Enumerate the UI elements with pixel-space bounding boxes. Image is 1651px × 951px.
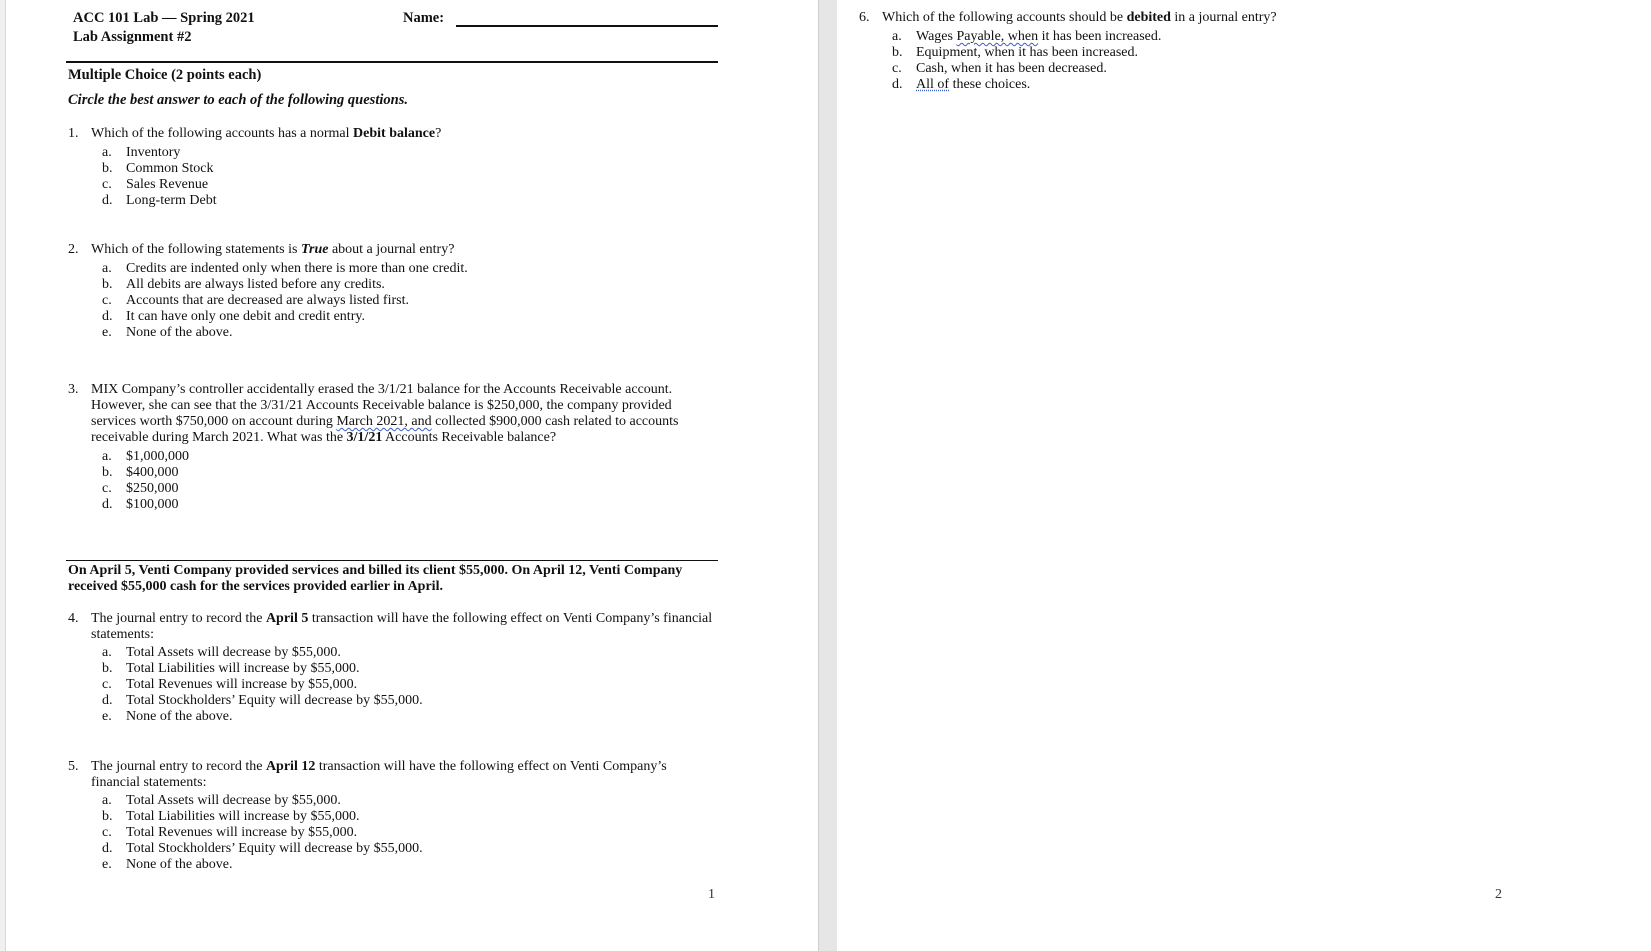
question-emphasis: True [300,242,329,257]
option-text: Wages [916,29,957,44]
option-text: None of the above. [126,857,233,872]
option-letter: d. [892,77,903,92]
q5-option-e[interactable] [102,857,233,874]
q6-option-d[interactable] [892,77,1030,94]
question-emphasis: April 5 [265,611,309,626]
option-letter: d. [102,841,113,856]
option-text: Accounts that are decreased are always listed first. [126,293,409,308]
q3-option-a[interactable] [102,449,189,466]
option-text: $250,000 [126,481,179,496]
option-text: Long-term Debt [126,193,217,208]
option-text: it has been increased. [1038,29,1162,44]
grammar-flag[interactable]: March 2021, and [336,414,432,429]
option-letter: c. [102,677,112,692]
question-number: 6. [859,10,870,25]
option-letter: e. [102,857,112,872]
name-label: Name: [403,10,445,26]
option-letter: c. [102,825,112,840]
option-text: Cash, when it has been decreased. [916,61,1107,76]
question-text: Which of the following accounts has a normal [91,126,354,141]
question-text: about a journal entry? [328,242,455,257]
option-text: Credits are indented only when there is more than one credit. [126,261,468,276]
grammar-flag[interactable]: All of [916,77,950,92]
scenario-divider [66,560,718,561]
option-text: Total Revenues will increase by $55,000. [126,825,358,840]
question-text: receivable during March 2021. What was the [91,430,347,445]
q5-option-c[interactable] [102,825,357,842]
option-text: Total Stockholders’ Equity will decrease by $55,000. [126,693,423,708]
option-letter: c. [102,177,112,192]
q2-option-d[interactable] [102,309,365,326]
question-text: Which of the following statements is [91,242,301,257]
q6-option-c[interactable] [892,61,1107,78]
option-letter: c. [102,293,112,308]
course-title: ACC 101 Lab — Spring 2021 [73,10,255,26]
question-text: MIX Company’s controller accidentally erased the 3/1/21 balance for the Accounts Receivable account. [91,382,673,397]
q4-option-a[interactable] [102,645,341,662]
option-letter: b. [892,45,903,60]
question-3-line-4 [91,430,556,447]
q1-option-c[interactable] [102,177,208,194]
option-text: these choices. [949,77,1031,92]
section-instruction: Circle the best answer to each of the following questions. [68,92,408,108]
option-letter: c. [892,61,902,76]
question-text: Which of the following accounts should be [882,10,1127,25]
option-text: Inventory [126,145,181,160]
option-text: All debits are always listed before any credits. [126,277,385,292]
option-text: Sales Revenue [126,177,209,192]
option-letter: a. [102,261,112,276]
q5-option-b[interactable] [102,809,359,826]
q4-option-e[interactable] [102,709,233,726]
option-letter: a. [102,449,112,464]
option-letter: b. [102,161,113,176]
option-text: Total Assets will decrease by $55,000. [126,793,341,808]
question-2 [68,242,454,259]
page-number-2: 2 [1495,887,1502,902]
question-3-line-2: However, she can see that the 3/31/21 Accounts Receivable balance is $250,000, the company provided [91,398,672,413]
option-letter: b. [102,661,113,676]
option-text: $1,000,000 [126,449,189,464]
section-divider [66,61,718,63]
option-text: None of the above. [126,325,233,340]
option-letter: e. [102,325,112,340]
question-number: 2. [68,242,79,257]
question-number: 4. [68,611,79,626]
option-letter: b. [102,809,113,824]
option-text: $400,000 [126,465,179,480]
question-1 [68,126,441,143]
question-emphasis: Debit balance [353,126,436,141]
option-text: Total Revenues will increase by $55,000. [126,677,358,692]
name-line[interactable] [456,25,718,27]
question-number: 5. [68,759,79,774]
document-page-1 [5,0,818,951]
question-number: 3. [68,382,79,397]
q6-option-b[interactable] [892,45,1138,62]
question-4-line-2: statements: [91,627,154,642]
assignment-title: Lab Assignment #2 [73,29,192,45]
question-text: The journal entry to record the [91,759,266,774]
option-letter: d. [102,693,113,708]
q3-option-d[interactable] [102,497,179,514]
question-emphasis: 3/1/21 [346,430,383,445]
question-text: ? [435,126,442,141]
q4-option-c[interactable] [102,677,357,694]
option-letter: d. [102,497,113,512]
question-text: collected $900,000 cash related to accounts [431,414,679,429]
question-text: services worth $750,000 on account during [91,414,337,429]
q4-option-b[interactable] [102,661,359,678]
option-text: Total Stockholders’ Equity will decrease by $55,000. [126,841,423,856]
option-letter: c. [102,481,112,496]
question-text: transaction will have the following effect on Venti Company’s financial [308,611,713,626]
q2-option-b[interactable] [102,277,385,294]
question-5-line-2: financial statements: [91,775,207,790]
option-text: Equipment, when it has been increased. [916,45,1138,60]
option-letter: a. [892,29,902,44]
option-letter: b. [102,277,113,292]
q6-option-a[interactable] [892,29,1161,46]
question-6 [859,10,1277,27]
option-text: It can have only one debit and credit entry. [126,309,365,324]
document-page-2 [837,0,1651,951]
page-number-1: 1 [708,887,715,902]
option-letter: d. [102,193,113,208]
question-emphasis: April 12 [265,759,316,774]
question-text: transaction will have the following effect on Venti Company’s [315,759,667,774]
question-text: The journal entry to record the [91,611,266,626]
option-letter: a. [102,793,112,808]
question-3-line-3 [91,414,678,431]
option-letter: b. [102,465,113,480]
option-letter: d. [102,309,113,324]
scenario-line-2: received $55,000 cash for the services provided earlier in April. [68,579,443,594]
option-letter: e. [102,709,112,724]
question-number: 1. [68,126,79,141]
scenario-line-1: On April 5, Venti Company provided services and billed its client $55,000. On April 12, Venti Company [68,563,683,578]
q5-option-a[interactable] [102,793,341,810]
q1-option-d[interactable] [102,193,217,210]
question-4-line-1 [68,611,712,628]
q1-option-a[interactable] [102,145,180,162]
option-letter: a. [102,145,112,160]
q3-option-c[interactable] [102,481,179,498]
q3-option-b[interactable] [102,465,179,482]
grammar-flag[interactable]: Payable, when [956,29,1039,44]
option-text: Total Assets will decrease by $55,000. [126,645,341,660]
q4-option-d[interactable] [102,693,423,710]
question-text: in a journal entry? [1170,10,1277,25]
question-5-line-1 [68,759,667,776]
section-title: Multiple Choice (2 points each) [68,67,262,83]
question-text: Accounts Receivable balance? [382,430,557,445]
option-text: Total Liabilities will increase by $55,000. [126,809,360,824]
page-gutter [818,0,838,951]
option-text: Common Stock [126,161,214,176]
question-3-line-1 [68,382,672,399]
option-text: $100,000 [126,497,179,512]
q5-option-d[interactable] [102,841,423,858]
q2-option-a[interactable] [102,261,468,278]
q2-option-e[interactable] [102,325,233,342]
option-letter: a. [102,645,112,660]
q2-option-c[interactable] [102,293,409,310]
option-text: Total Liabilities will increase by $55,000. [126,661,360,676]
q1-option-b[interactable] [102,161,214,178]
question-emphasis: debited [1126,10,1171,25]
option-text: None of the above. [126,709,233,724]
